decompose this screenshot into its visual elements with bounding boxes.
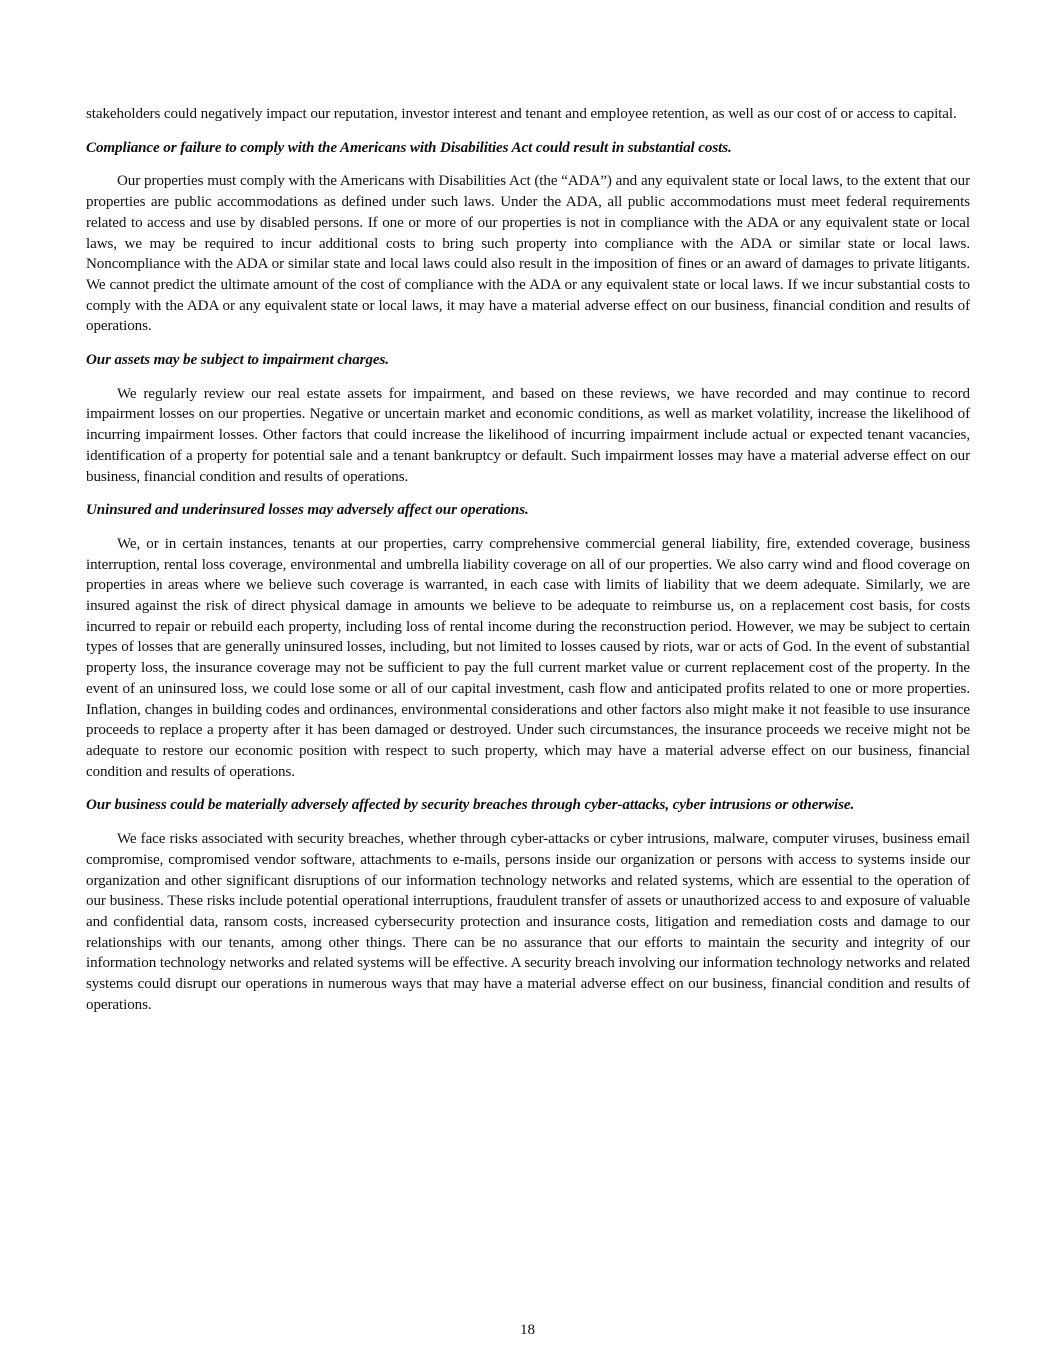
- section-body-impairment-charges: We regularly review our real estate assets for impairment, and based on these reviews, we have recorded and may continue to record impairment losses on our properties. Negative or uncertain market and economic conditions, as well as market volatility, increase the likelihood of incurring impairment losses. Other factors that could increase the likelihood of incurring impairment include actual or expected tenant vacancies, identification of a property for potential sale and a tenant bankruptcy or default. Such impairment losses may have a material adverse effect on our business, financial condition and results of operations.: [86, 385, 970, 485]
- section-heading-security-breaches: Our business could be materially adversely affected by security breaches through cyber-attacks, cyber intrusions or otherwise.: [86, 797, 855, 814]
- section-heading-ada-compliance: Compliance or failure to comply with the Americans with Disabilities Act could result in substantial costs.: [86, 139, 732, 156]
- intro-paragraph: stakeholders could negatively impact our reputation, investor interest and tenant and employee retention, as well as our cost of or access to capital.: [86, 106, 957, 122]
- section-heading-impairment-charges: Our assets may be subject to impairment charges.: [86, 352, 389, 369]
- document-page: [86, 104, 970, 1015]
- section-body-security-breaches: We face risks associated with security breaches, whether through cyber-attacks or cyber intrusions, malware, computer viruses, business email compromise, compromised vendor software, attachments to e-mails, persons inside our organization or persons with access to systems inside our organization and other significant disruptions of our information technology networks and related systems, which are essential to the operation of our business. These risks include potential operational interruptions, fraudulent transfer of assets or unauthorized access to and exposure of valuable and confidential data, ransom costs, increased cybersecurity protection and insurance costs, litigation and remediation costs and damage to our relationships with our tenants, among other things. There can be no assurance that our efforts to maintain the security and integrity of our information technology networks and related systems will be effective. A security breach involving our information technology networks and related systems could disrupt our operations in numerous ways that may have a material adverse effect on our business, financial condition and results of operations.: [86, 831, 970, 1013]
- section-body-ada-compliance: Our properties must comply with the Americans with Disabilities Act (the “ADA”) and any equivalent state or local laws, to the extent that our properties are public accommodations as defined under such laws. Under the ADA, all public accommodations must meet federal requirements related to access and use by disabled persons. If one or more of our properties is not in compliance with the ADA or any equivalent state or local laws, we may be required to incur additional costs to bring such property into compliance with the ADA or similar state or local laws. Noncompliance with the ADA or similar state and local laws could also result in the imposition of fines or an award of damages to private litigants. We cannot predict the ultimate amount of the cost of compliance with the ADA or any equivalent state or local laws. If we incur substantial costs to comply with the ADA or any equivalent state or local laws, it may have a material adverse effect on our business, financial condition and results of operations.: [86, 173, 970, 335]
- page-number: 18: [519, 1322, 536, 1338]
- section-heading-uninsured-losses: Uninsured and underinsured losses may adversely affect our operations.: [86, 502, 529, 519]
- section-body-uninsured-losses: We, or in certain instances, tenants at our properties, carry comprehensive commercial general liability, fire, extended coverage, business interruption, rental loss coverage, environmental and umbrella liability coverage on all of our properties. We also carry wind and flood coverage on properties in areas where we believe such coverage is warranted, in each case with limits of liability that we deem adequate. Similarly, we are insured against the risk of direct physical damage in amounts we believe to be adequate to reimburse us, on a replacement cost basis, for costs incurred to repair or rebuild each property, including loss of rental income during the reconstruction period. However, we may be subject to certain types of losses that are generally uninsured losses, including, but not limited to losses caused by riots, war or acts of God. In the event of substantial property loss, the insurance coverage may not be sufficient to pay the full current market value or current replacement cost of the property. In the event of an uninsured loss, we could lose some or all of our capital investment, cash flow and anticipated profits related to one or more properties. Inflation, changes in building codes and ordinances, environmental considerations and other factors also might make it not feasible to use insurance proceeds to replace a property after it has been damaged or destroyed. Under such circumstances, the insurance proceeds we receive might not be adequate to restore our economic position with respect to such property, which may have a material adverse effect on our business, financial condition and results of operations.: [86, 535, 970, 780]
